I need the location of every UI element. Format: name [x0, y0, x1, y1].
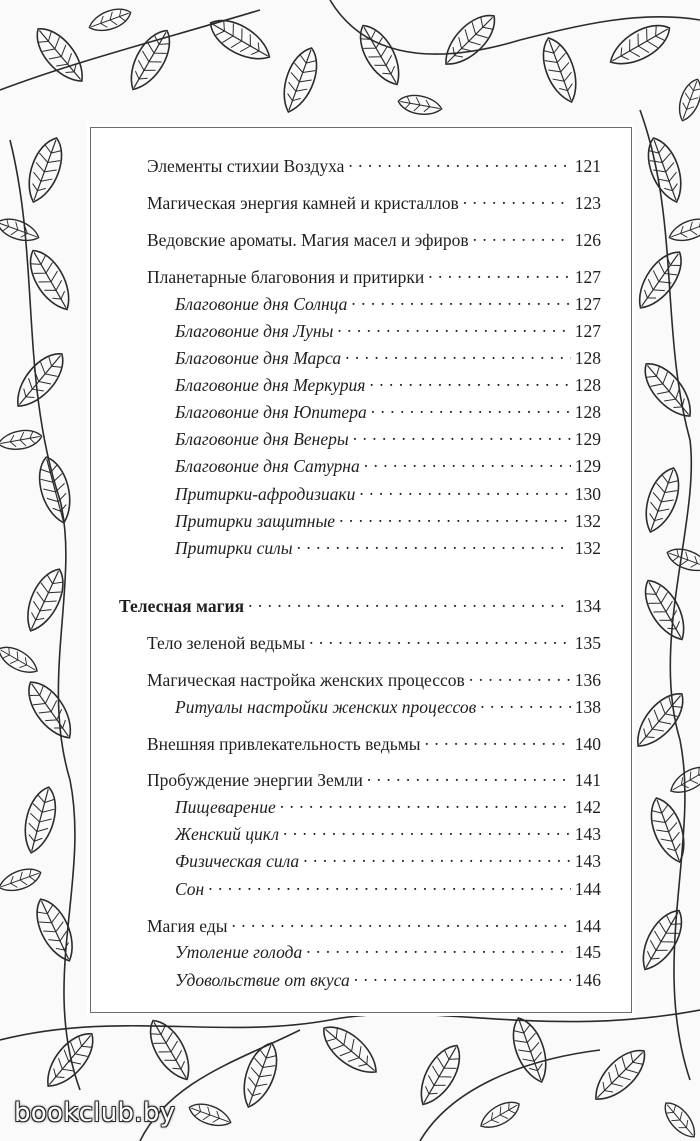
toc-entry-page: 135: [574, 633, 601, 653]
toc-entry-title: Сон: [175, 879, 205, 899]
toc-entry: [175, 818, 601, 844]
toc-leader-dots: [367, 764, 571, 786]
toc-entry-title: Благовоние дня Юпитера: [175, 402, 367, 422]
toc-entry-page: 143: [574, 824, 601, 844]
toc-entry-title: Благовоние дня Луны: [175, 321, 334, 341]
toc-entry: [147, 224, 601, 250]
toc-entry-title: Магическая настройка женских процессов: [147, 670, 465, 690]
toc-leader-dots: [359, 478, 570, 500]
toc-entry: [175, 936, 601, 962]
toc-entry: [175, 964, 601, 990]
toc-leader-dots: [353, 423, 571, 445]
watermark: bookclub.by: [14, 1098, 176, 1128]
toc-entry: [175, 396, 601, 422]
toc-entry-page: 121: [574, 156, 601, 176]
toc-leader-dots: [306, 936, 571, 958]
toc-entry-page: 128: [574, 375, 601, 395]
toc-entry-page: 129: [574, 456, 601, 476]
toc-entry-title: Телесная магия: [119, 596, 245, 616]
toc-entry-title: Благовоние дня Венеры: [175, 429, 349, 449]
toc-entry: [175, 342, 601, 368]
toc-leader-dots: [348, 150, 570, 172]
toc-entry-title: Физическая сила: [175, 851, 300, 871]
toc-leader-dots: [480, 691, 571, 713]
toc-entry-title: Ритуалы настройки женских процессов: [175, 697, 477, 717]
toc-entry-title: Женский цикл: [175, 824, 279, 844]
toc-entry-page: 140: [574, 734, 601, 754]
toc-entry: [175, 873, 601, 899]
toc-entry: [147, 261, 601, 287]
toc-entry-page: 128: [574, 348, 601, 368]
toc-list: [91, 128, 631, 1012]
toc-entry-title: Магическая энергия камней и кристаллов: [147, 193, 459, 213]
toc-entry-title: Ведовские ароматы. Магия масел и эфиров: [147, 230, 469, 250]
toc-entry-title: Пищеварение: [175, 797, 276, 817]
toc-entry-page: 142: [574, 797, 601, 817]
toc-entry-title: Благовоние дня Солнца: [175, 294, 348, 314]
toc-entry-title: Пробуждение энергии Земли: [147, 770, 363, 790]
toc-panel: [90, 127, 632, 1013]
toc-entry-page: 144: [574, 879, 601, 899]
toc-leader-dots: [354, 964, 571, 986]
toc-entry: [175, 478, 601, 504]
toc-entry: [175, 288, 601, 314]
toc-entry-page: 126: [574, 230, 601, 250]
toc-entry: [175, 450, 601, 476]
toc-entry-page: 132: [574, 538, 601, 558]
toc-entry: [175, 423, 601, 449]
toc-entry-title: Тело зеленой ведьмы: [147, 633, 306, 653]
toc-entry: [175, 691, 601, 717]
toc-entry-page: 144: [574, 916, 601, 936]
toc-entry-title: Утоление голода: [175, 942, 303, 962]
toc-entry-page: 128: [574, 402, 601, 422]
toc-entry-title: Притирки силы: [175, 538, 293, 558]
toc-entry-page: 138: [574, 697, 601, 717]
toc-leader-dots: [369, 369, 570, 391]
toc-leader-dots: [248, 590, 571, 612]
toc-entry-title: Притирки-афродизиаки: [175, 484, 356, 504]
toc-entry-title: Благовоние дня Сатурна: [175, 456, 360, 476]
toc-leader-dots: [364, 450, 571, 472]
toc-entry-title: Элементы стихии Воздуха: [147, 156, 345, 176]
toc-leader-dots: [283, 818, 571, 840]
toc-leader-dots: [297, 532, 571, 554]
toc-leader-dots: [425, 728, 571, 750]
toc-leader-dots: [351, 288, 570, 310]
toc-leader-dots: [309, 627, 571, 649]
toc-entry-page: 145: [574, 942, 601, 962]
toc-entry: [175, 505, 601, 531]
toc-entry-page: 127: [574, 267, 601, 287]
toc-leader-dots: [280, 791, 571, 813]
toc-leader-dots: [339, 505, 571, 527]
toc-leader-dots: [371, 396, 571, 418]
toc-entry: [147, 764, 601, 790]
toc-entry-page: 123: [574, 193, 601, 213]
toc-entry: [147, 910, 601, 936]
toc-leader-dots: [469, 664, 571, 686]
toc-entry-page: 134: [574, 596, 601, 616]
toc-entry: [147, 187, 601, 213]
toc-entry-page: 132: [574, 511, 601, 531]
toc-entry: [175, 369, 601, 395]
toc-entry-page: 127: [574, 294, 601, 314]
toc-leader-dots: [303, 845, 571, 867]
toc-entry-title: Удовольствие от вкуса: [175, 970, 350, 990]
toc-leader-dots: [232, 910, 571, 932]
toc-leader-dots: [473, 224, 571, 246]
toc-entry-title: Магия еды: [147, 916, 228, 936]
toc-entry: [175, 315, 601, 341]
toc-entry: [147, 664, 601, 690]
toc-entry-page: 129: [574, 429, 601, 449]
toc-leader-dots: [463, 187, 571, 209]
toc-entry: [175, 791, 601, 817]
toc-entry-page: 141: [574, 770, 601, 790]
toc-leader-dots: [208, 873, 571, 895]
toc-leader-dots: [337, 315, 570, 337]
toc-entry-title: Благовоние дня Меркурия: [175, 375, 366, 395]
toc-entry: [147, 150, 601, 176]
toc-entry: [147, 627, 601, 653]
toc-entry-page: 136: [574, 670, 601, 690]
toc-entry: [119, 590, 601, 616]
toc-entry-title: Благовоние дня Марса: [175, 348, 342, 368]
toc-entry: [147, 728, 601, 754]
toc-entry-title: Внешняя привлекательность ведьмы: [147, 734, 421, 754]
toc-entry-page: 130: [574, 484, 601, 504]
toc-entry: [175, 845, 601, 871]
toc-entry: [175, 532, 601, 558]
toc-entry-page: 146: [574, 970, 601, 990]
toc-leader-dots: [428, 261, 570, 283]
toc-entry-page: 127: [574, 321, 601, 341]
toc-entry-page: 143: [574, 851, 601, 871]
toc-entry-title: Планетарные благовония и притирки: [147, 267, 425, 287]
toc-leader-dots: [345, 342, 571, 364]
toc-entry-title: Притирки защитные: [175, 511, 336, 531]
